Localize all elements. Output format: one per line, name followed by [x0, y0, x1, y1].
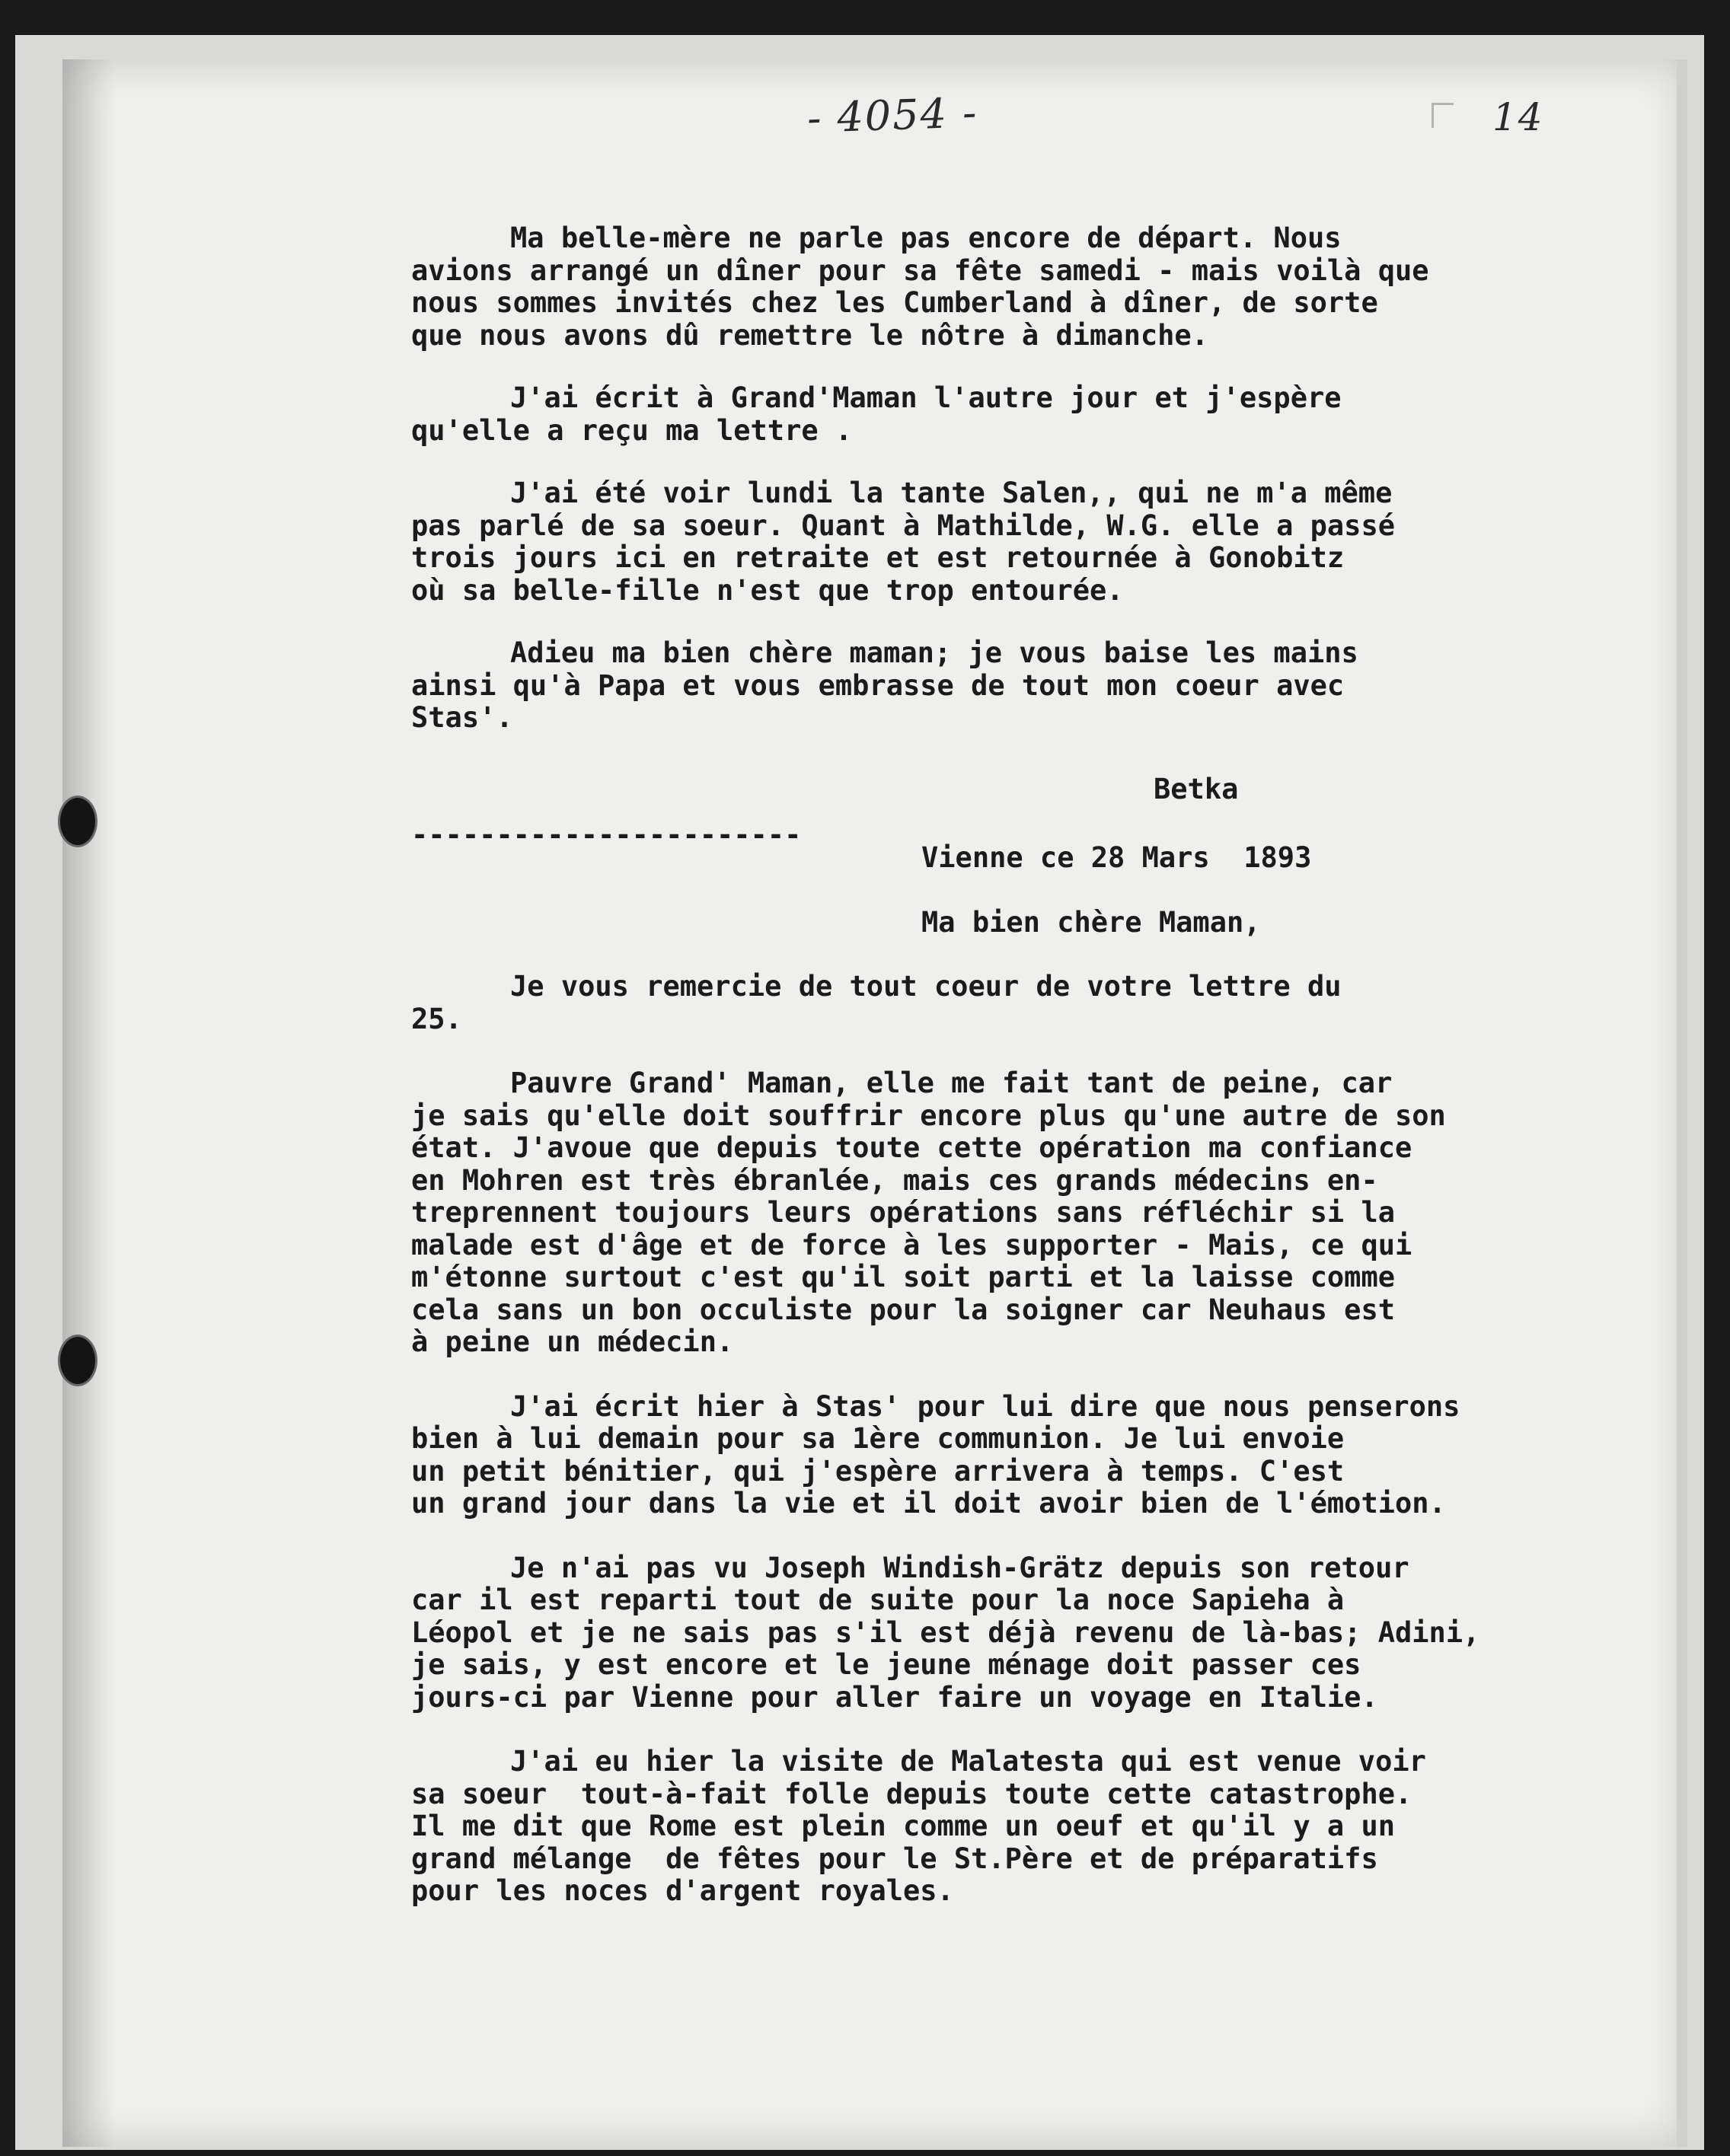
text-line: je sais qu'elle doit souffrir encore plus qu'une autre de son	[411, 1099, 1446, 1132]
text-line: Adieu ma bien chère maman; je vous baise les mains	[510, 636, 1358, 669]
text-line: car il est reparti tout de suite pour la noce Sapieha à	[411, 1584, 1345, 1616]
text-line: Je vous remercie de tout coeur de votre lettre du	[510, 970, 1342, 1003]
text-line: ainsi qu'à Papa et vous embrasse de tout mon coeur avec	[411, 668, 1345, 702]
signature: Betka	[1154, 773, 1239, 805]
text-line: cela sans un bon occuliste pour la soigner car Neuhaus est	[411, 1293, 1396, 1326]
text-line: état. J'avoue que depuis toute cette opération ma confiance	[411, 1131, 1412, 1164]
punch-hole	[58, 1335, 97, 1386]
text-line: jours-ci par Vienne pour aller faire un voyage en Italie.	[411, 1680, 1378, 1714]
text-line: nous sommes invités chez les Cumberland à dîner, de sorte	[411, 286, 1378, 319]
pencil-mark	[1432, 103, 1454, 128]
text-line: où sa belle-fille n'est que trop entourée.	[411, 573, 1124, 607]
paragraph	[411, 1552, 1599, 1714]
text-line: Léopol et je ne sais pas s'il est déjà revenu de là-bas; Adini,	[411, 1615, 1480, 1649]
salutation: Ma bien chère Maman,	[921, 906, 1261, 939]
text-line: sa soeur tout-à-fait folle depuis toute cette catastrophe.	[411, 1777, 1412, 1810]
text-line: un grand jour dans la vie et il doit avoir bien de l'émotion.	[411, 1487, 1446, 1520]
text-line: treprennent toujours leurs opérations sans réfléchir si la	[411, 1196, 1396, 1229]
text-line: Il me dit que Rome est plein comme un oeuf et qu'il y a un	[411, 1810, 1396, 1842]
text-line: bien à lui demain pour sa 1ère communion. Je lui envoie	[411, 1422, 1345, 1455]
text-line: pour les noces d'argent royales.	[411, 1874, 954, 1907]
text-line: en Mohren est très ébranlée, mais ces grands médecins en-	[411, 1163, 1378, 1197]
archive-number: - 4054 -	[806, 88, 979, 142]
text-line: Stas'.	[411, 701, 513, 734]
text-line: grand mélange de fêtes pour le St.Père et de préparatifs	[411, 1842, 1378, 1875]
paragraph	[411, 222, 1599, 352]
text-line: avions arrangé un dîner pour sa fête samedi - mais voilà que	[411, 254, 1429, 287]
text-line: J'ai eu hier la visite de Malatesta qui est venue voir	[510, 1745, 1426, 1778]
paragraph	[411, 637, 1599, 735]
paragraph	[411, 382, 1599, 447]
text-line: malade est d'âge et de force à les supporter - Mais, ce qui	[411, 1228, 1412, 1261]
text-line: m'étonne surtout c'est qu'il soit parti et la laisse comme	[411, 1261, 1396, 1293]
page-shadow	[62, 59, 116, 2147]
text-line: 25.	[411, 1002, 462, 1035]
paragraph	[411, 1746, 1599, 1908]
dateline: Vienne ce 28 Mars 1893	[921, 841, 1312, 874]
letter-2-body	[411, 971, 1599, 1908]
text-line: Ma belle-mère ne parle pas encore de départ. Nous	[510, 222, 1342, 254]
text-line: à peine un médecin.	[411, 1325, 734, 1358]
text-line: un petit bénitier, qui j'espère arrivera à temps. C'est	[411, 1454, 1345, 1488]
text-line: que nous avons dû remettre le nôtre à dimanche.	[411, 318, 1208, 352]
text-line: Je n'ai pas vu Joseph Windish-Grätz depuis son retour	[510, 1551, 1409, 1584]
letter-separator: -----------------------	[411, 818, 802, 851]
text-line: Pauvre Grand' Maman, elle me fait tant de peine, car	[510, 1067, 1393, 1099]
paragraph	[411, 1391, 1599, 1520]
paragraph	[411, 1067, 1599, 1359]
text-line: J'ai été voir lundi la tante Salen,, qui ne m'a même	[510, 477, 1393, 509]
text-line: je sais, y est encore et le jeune ménage doit passer ces	[411, 1648, 1361, 1681]
text-line: pas parlé de sa soeur. Quant à Mathilde, W.G. elle a passé	[411, 509, 1396, 542]
page-edge	[1677, 59, 1687, 2147]
text-line: qu'elle a reçu ma lettre .	[411, 413, 853, 447]
text-line: J'ai écrit à Grand'Maman l'autre jour et j'espère	[510, 381, 1342, 414]
paragraph	[411, 971, 1599, 1035]
page-number: 14	[1492, 95, 1544, 139]
letter-1-body	[411, 222, 1599, 735]
paragraph	[411, 477, 1599, 607]
text-line: trois jours ici en retraite et est retournée à Gonobitz	[411, 541, 1345, 574]
text-line: J'ai écrit hier à Stas' pour lui dire que nous penserons	[510, 1389, 1460, 1423]
punch-hole	[58, 796, 97, 847]
